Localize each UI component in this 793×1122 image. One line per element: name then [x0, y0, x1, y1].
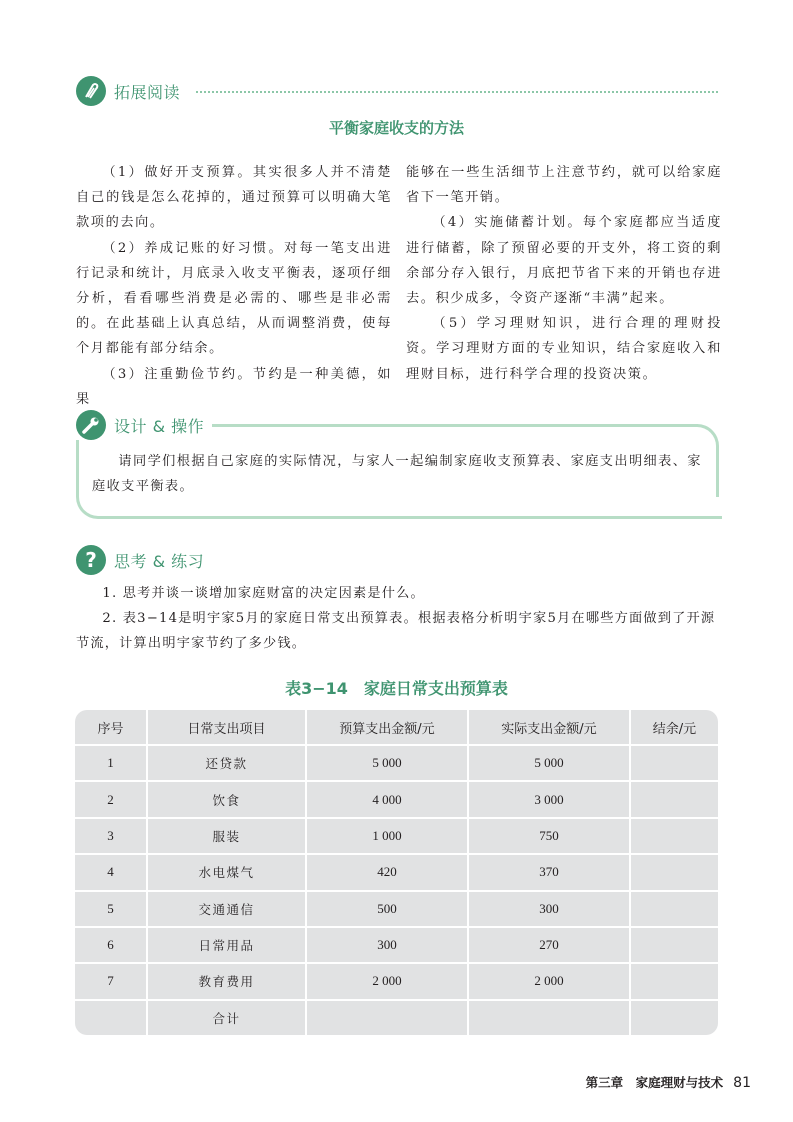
- table-cell: 1: [75, 745, 147, 781]
- table-cell: 420: [306, 854, 468, 890]
- table-cell: [630, 891, 718, 927]
- table-cell: [630, 818, 718, 854]
- question-icon: [76, 545, 106, 575]
- table-cell: 日常用品: [147, 927, 306, 963]
- design-section-header: [76, 410, 204, 440]
- header-cell: 日常支出项目: [147, 710, 306, 745]
- table-row: [75, 1000, 718, 1035]
- table-cell: 4 000: [306, 781, 468, 817]
- design-instruction: [92, 449, 712, 499]
- table-cell: 6: [75, 927, 147, 963]
- paperclip-icon: [76, 76, 106, 106]
- design-box-border: [212, 424, 698, 427]
- table-cell: 2 000: [306, 963, 468, 999]
- article-paragraph: （2）养成记账的好习惯。对每一笔支出进行记录和统计，月底录入收支平衡表，逐项仔细分析，看看哪些消费是必需的、哪些是非必需的。在此基础上认真总结，从而调整消费，使每个月都能有部分结余。: [76, 240, 392, 357]
- article-paragraph: （3）注重勤俭节约。节约是一种美德，如果: [76, 366, 392, 407]
- table-cell: 4: [75, 854, 147, 890]
- table-cell: 交通通信: [147, 891, 306, 927]
- table-title: 表3−14 家庭日常支出预算表: [285, 679, 508, 698]
- table-cell: [306, 1000, 468, 1035]
- header-cell: 实际支出金额/元: [468, 710, 630, 745]
- table-row: [75, 745, 718, 781]
- exercise-section-header: [76, 545, 204, 575]
- table-cell: [630, 781, 718, 817]
- table-row: [75, 891, 718, 927]
- table-cell: [630, 1000, 718, 1035]
- table-cell: [630, 854, 718, 890]
- reading-section-header: [76, 76, 180, 106]
- table-cell: 300: [468, 891, 630, 927]
- table-cell: 3 000: [468, 781, 630, 817]
- table-cell: 2: [75, 781, 147, 817]
- header-cell: 预算支出金额/元: [306, 710, 468, 745]
- table-cell: 饮食: [147, 781, 306, 817]
- table-row: [75, 854, 718, 890]
- budget-table: [75, 710, 718, 1035]
- article-right-column: [406, 160, 722, 387]
- table-cell: 教育费用: [147, 963, 306, 999]
- table-row: [75, 781, 718, 817]
- article-paragraph: （5）学习理财知识，进行合理的理财投资。学习理财方面的专业知识，结合家庭收入和理财目标，进行科学合理的投资决策。: [406, 316, 722, 382]
- table-row: [75, 818, 718, 854]
- table-cell: 5: [75, 891, 147, 927]
- header-cell: 结余/元: [630, 710, 718, 745]
- article-title: 平衡家庭收支的方法: [328, 119, 464, 137]
- wrench-icon: [76, 410, 106, 440]
- chapter-label: 第三章 家庭理财与技术: [585, 1075, 724, 1090]
- table-cell: 750: [468, 818, 630, 854]
- table-cell: [630, 745, 718, 781]
- table-cell: 还贷款: [147, 745, 306, 781]
- table-cell: 7: [75, 963, 147, 999]
- exercise-item: 2. 表3−14是明宇家5月的家庭日常支出预算表。根据表格分析明宇家5月在哪些方面做到了开源节流，计算出明宇家节约了多少钱。: [76, 611, 716, 651]
- table-cell: 5 000: [306, 745, 468, 781]
- exercise-item: 1. 思考并谈一谈增加家庭财富的决定因素是什么。: [102, 586, 425, 601]
- table-cell: 370: [468, 854, 630, 890]
- question-icon-glyph: ?: [85, 548, 97, 572]
- exercise-section-title: 思考 & 练习: [114, 551, 205, 571]
- table-cell: [75, 1000, 147, 1035]
- article-left-column: [76, 160, 392, 412]
- article-paragraph: （4）实施储蓄计划。每个家庭都应当适度进行储蓄，除了预留必要的开支外，将工资的剩余部分存入银行，月底把节省下来的开销也存进去。积少成多，令资产逐渐“丰满”起来。: [406, 215, 722, 307]
- table-cell: 服装: [147, 818, 306, 854]
- table-cell: 270: [468, 927, 630, 963]
- page-number: 81: [733, 1075, 751, 1091]
- header-cell: 序号: [75, 710, 147, 745]
- table-cell: [630, 963, 718, 999]
- reading-section-title: 拓展阅读: [114, 82, 181, 102]
- table-row: [75, 927, 718, 963]
- table-cell: 3: [75, 818, 147, 854]
- article-paragraph: （1）做好开支预算。其实很多人并不清楚自己的钱是怎么花掉的，通过预算可以明确大笔款项的去向。: [76, 165, 392, 231]
- table-row: [75, 963, 718, 999]
- article-paragraph: 能够在一些生活细节上注意节约，就可以给家庭省下一笔开销。: [406, 165, 722, 206]
- table-header-row: [75, 710, 718, 745]
- table-cell: 2 000: [468, 963, 630, 999]
- table-cell: [468, 1000, 630, 1035]
- table-cell: 300: [306, 927, 468, 963]
- table-cell: [630, 927, 718, 963]
- design-instruction-text: 请同学们根据自己家庭的实际情况，与家人一起编制家庭收支预算表、家庭支出明细表、家庭收支平衡表。: [92, 454, 702, 494]
- exercise-list: [76, 581, 718, 656]
- design-box-border: [76, 440, 79, 470]
- section-divider: [196, 91, 718, 93]
- table-cell: 水电煤气: [147, 854, 306, 890]
- design-section-title: 设计 & 操作: [114, 416, 205, 436]
- table-cell: 500: [306, 891, 468, 927]
- page-footer: [586, 1073, 751, 1091]
- table-cell: 1 000: [306, 818, 468, 854]
- table-cell: 5 000: [468, 745, 630, 781]
- table-cell: 合计: [147, 1000, 306, 1035]
